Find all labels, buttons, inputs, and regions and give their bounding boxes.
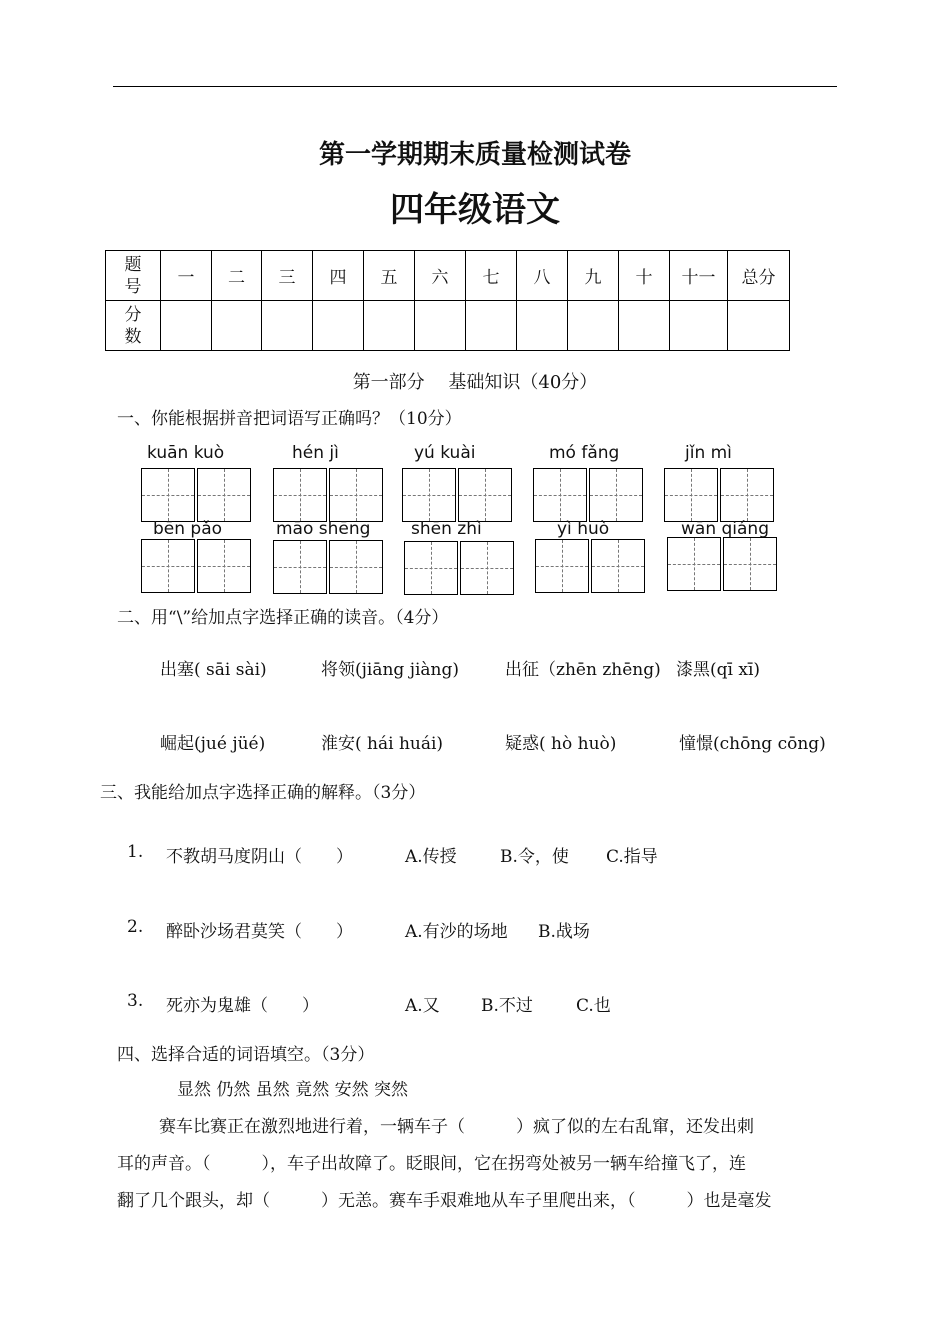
pinyin-label: māo shēng: [276, 519, 371, 539]
q4-paragraph-line: 翻了几个跟头，却（ ）无恙。赛车手艰难地从车子里爬出来，（ ）也是毫发: [117, 1191, 772, 1211]
writing-grid[interactable]: [141, 468, 253, 522]
q3-item-number: 2.: [127, 917, 144, 937]
writing-grid[interactable]: [273, 468, 385, 522]
score-table-row-label: 题 号: [106, 251, 161, 301]
writing-grid[interactable]: [664, 468, 776, 522]
q3-option[interactable]: A.有沙的场地: [405, 922, 508, 942]
part1-title: 第一部分 基础知识（40分）: [352, 372, 598, 393]
pronunciation-item[interactable]: 出征（zhēn zhēng): [505, 660, 661, 680]
pinyin-label: mó fǎng: [549, 443, 620, 463]
pronunciation-item[interactable]: 憧憬(chōng cōng): [679, 734, 826, 754]
q4-paragraph-line: 赛车比赛正在激烈地进行着，一辆车子（ ）疯了似的左右乱窜，还发出刺: [159, 1117, 754, 1137]
score-col: 八: [517, 251, 568, 301]
score-table-row-label: 分 数: [106, 301, 161, 351]
q3-option[interactable]: A.又: [405, 996, 440, 1016]
q3-option[interactable]: C.指导: [606, 847, 658, 867]
q3-item-number: 1.: [127, 842, 144, 862]
pinyin-label: wān qiáng: [681, 519, 769, 539]
header-rule: [113, 86, 837, 87]
writing-grid[interactable]: [667, 537, 779, 591]
exam-title: 第一学期期末质量检测试卷: [318, 140, 631, 170]
score-col: 一: [161, 251, 212, 301]
q3-option[interactable]: A.传授: [405, 847, 457, 867]
pinyin-label: yú kuài: [414, 443, 476, 463]
pronunciation-item[interactable]: 漆黑(qī xī): [676, 660, 761, 680]
q4-paragraph-line: 耳的声音。（ ），车子出故障了。眨眼间，它在拐弯处被另一辆车给撞飞了，连: [117, 1154, 746, 1174]
score-col: 九: [568, 251, 619, 301]
pinyin-label: kuān kuò: [147, 443, 225, 463]
q3-item-text: 死亦为鬼雄（ ）: [166, 996, 319, 1016]
q3-item-text: 不教胡马度阴山（ ）: [166, 847, 353, 867]
score-cell[interactable]: [466, 301, 517, 351]
score-table: [105, 250, 790, 351]
score-cell[interactable]: [161, 301, 212, 351]
q4-word-bank: 显然 仍然 虽然 竟然 安然 突然: [177, 1080, 409, 1100]
pinyin-label: yì huò: [557, 519, 610, 539]
writing-grid[interactable]: [141, 539, 253, 593]
writing-grid[interactable]: [402, 468, 514, 522]
exam-subtitle: 四年级语文: [390, 190, 560, 230]
score-cell[interactable]: [364, 301, 415, 351]
q3-title: 三、我能给加点字选择正确的解释。（3分）: [100, 783, 426, 803]
score-col: 总分: [728, 251, 790, 301]
score-cell[interactable]: [262, 301, 313, 351]
writing-grid[interactable]: [533, 468, 645, 522]
q1-title: 一、你能根据拼音把词语写正确吗？（10分）: [117, 409, 462, 429]
writing-grid[interactable]: [404, 541, 516, 595]
score-table-score-row: [106, 301, 790, 351]
score-cell[interactable]: [212, 301, 262, 351]
pronunciation-item[interactable]: 疑惑( hò huò): [505, 734, 617, 754]
score-col: 二: [212, 251, 262, 301]
q3-option[interactable]: B.令，使: [500, 847, 569, 867]
score-cell[interactable]: [728, 301, 790, 351]
q3-item-text: 醉卧沙场君莫笑（ ）: [166, 922, 353, 942]
pronunciation-item[interactable]: 淮安( hái huái): [321, 734, 444, 754]
q3-option[interactable]: C.也: [576, 996, 611, 1016]
score-col: 三: [262, 251, 313, 301]
pronunciation-item[interactable]: 将领(jiāng jiàng): [321, 660, 460, 680]
pinyin-label: jǐn mì: [685, 443, 732, 463]
score-cell[interactable]: [415, 301, 466, 351]
score-col: 四: [313, 251, 364, 301]
score-col: 六: [415, 251, 466, 301]
score-table-header-row: [106, 251, 790, 301]
pronunciation-item[interactable]: 出塞( sāi sài): [160, 660, 267, 680]
score-cell[interactable]: [619, 301, 670, 351]
q2-title: 二、用“\”给加点字选择正确的读音。（4分）: [117, 608, 449, 628]
score-col: 七: [466, 251, 517, 301]
score-col: 十: [619, 251, 670, 301]
writing-grid[interactable]: [535, 539, 647, 593]
pronunciation-item[interactable]: 崛起(jué jüé): [160, 734, 266, 754]
score-cell[interactable]: [670, 301, 728, 351]
writing-grid[interactable]: [273, 540, 385, 594]
q3-item-number: 3.: [127, 991, 144, 1011]
score-cell[interactable]: [568, 301, 619, 351]
q3-option[interactable]: B.战场: [538, 922, 590, 942]
score-col: 五: [364, 251, 415, 301]
q4-title: 四、选择合适的词语填空。（3分）: [117, 1045, 375, 1065]
pinyin-label: hén jì: [292, 443, 339, 463]
score-col: 十一: [670, 251, 728, 301]
q3-option[interactable]: B.不过: [481, 996, 533, 1016]
score-cell[interactable]: [313, 301, 364, 351]
pinyin-label: shēn zhì: [411, 519, 482, 539]
pinyin-label: bēn pǎo: [153, 519, 223, 539]
score-cell[interactable]: [517, 301, 568, 351]
